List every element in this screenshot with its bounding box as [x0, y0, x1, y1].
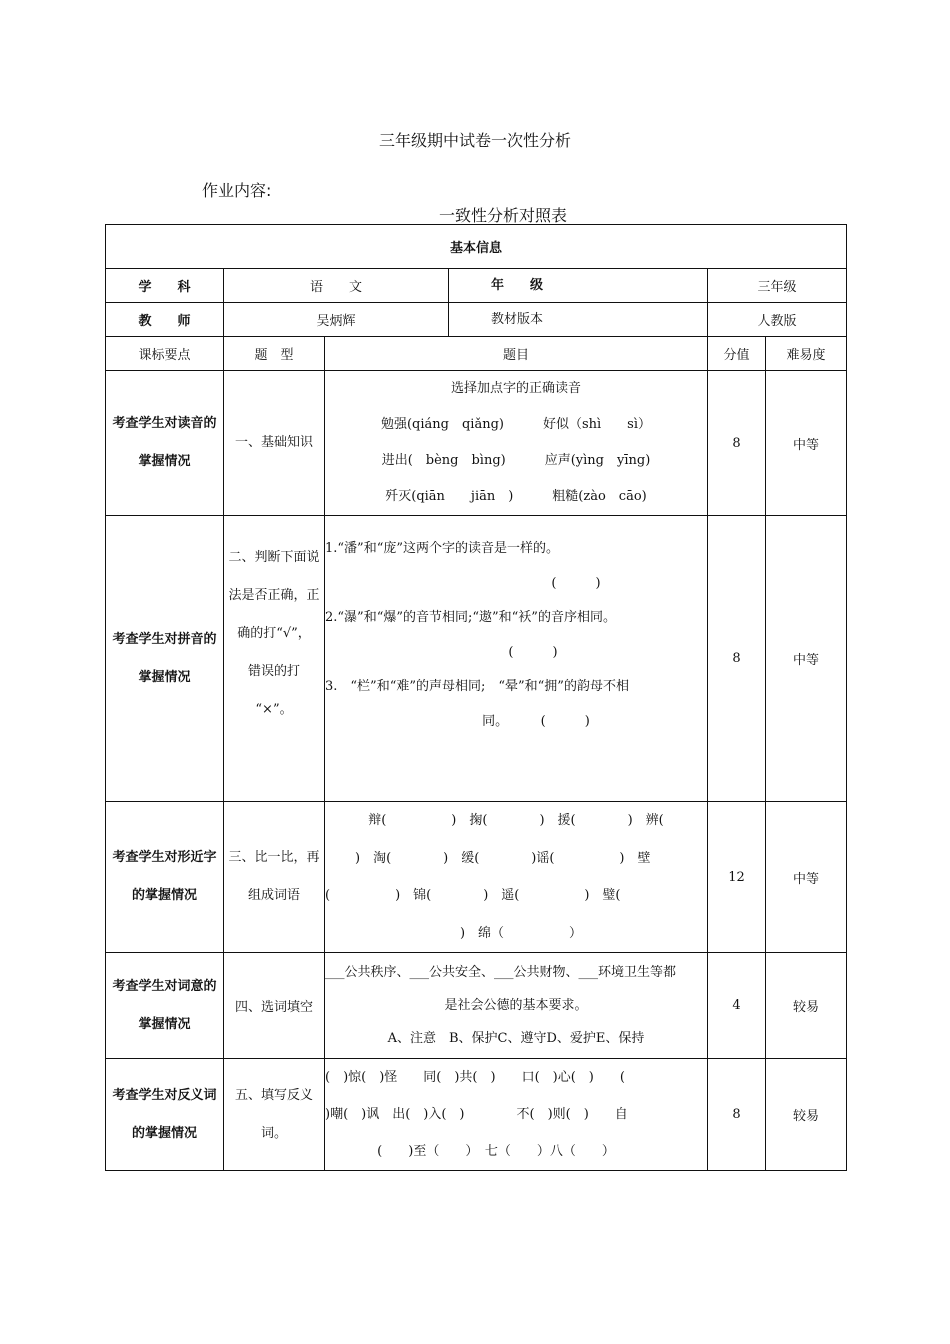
col-header-question: 题目	[325, 337, 708, 371]
grade-value: 三年级	[708, 269, 847, 303]
col-header-level: 难易度	[766, 337, 847, 371]
table-row	[106, 1059, 847, 1171]
teacher-edition-cell	[224, 303, 708, 337]
question-type: 二、判断下面说 法是否正确，正 确的打“√”， 错误的打 “×”。	[224, 516, 325, 802]
homework-label: 作业内容:	[202, 181, 272, 200]
col-header-score: 分值	[708, 337, 766, 371]
score: 8	[708, 371, 766, 516]
difficulty: 中等	[766, 516, 847, 802]
score: 8	[708, 516, 766, 802]
teacher-label: 教 师	[106, 303, 224, 337]
question-type: 一、基础知识	[224, 371, 325, 516]
standard-point: 考查学生对反义词 的掌握情况	[106, 1059, 224, 1171]
question-type: 五、填写反义 词。	[224, 1059, 325, 1171]
table-row	[106, 371, 847, 516]
question-content: ( )惊( )怪 同( )共( ) 口( )心( ) ( )嘲( )讽 出( )入( ) 不( )则( ) 自 ( )至（ ） 七（ ）八（ ）	[325, 1059, 708, 1171]
consistency-analysis-table	[105, 224, 847, 1171]
question-type: 三、比一比，再 组成词语	[224, 802, 325, 953]
score: 8	[708, 1059, 766, 1171]
subject-grade-cell	[224, 269, 708, 303]
edition-label: 教材版本	[448, 303, 585, 337]
score: 4	[708, 953, 766, 1059]
difficulty: 较易	[766, 953, 847, 1059]
document-title: 三年级期中试卷一次性分析	[378, 131, 571, 150]
subject-label: 学 科	[106, 269, 224, 303]
difficulty: 较易	[766, 1059, 847, 1171]
standard-point: 考查学生对读音的 掌握情况	[106, 371, 224, 516]
standard-point: 考查学生对拼音的 掌握情况	[106, 516, 224, 802]
standard-point: 考查学生对形近字 的掌握情况	[106, 802, 224, 953]
basic-info-header: 基本信息	[106, 225, 847, 269]
table-row	[106, 953, 847, 1059]
difficulty: 中等	[766, 371, 847, 516]
subject-value: 语 文	[309, 280, 362, 295]
question-content: 辩( ) 掬( ) 援( ) 辨( ) 淘( ) 缓( )谣( ) 壁 ( ) 锦( ) 遥( ) 璧( ) 绵（ ）	[325, 802, 708, 953]
table-row	[106, 802, 847, 953]
edition-value: 人教版	[708, 303, 847, 337]
col-header-type: 题 型	[224, 337, 325, 371]
difficulty: 中等	[766, 802, 847, 953]
question-content: ___公共秩序、___公共安全、___公共财物、___环境卫生等都 是社会公德的基本要求。 A、注意 B、保护C、遵守D、爱护E、保持	[325, 953, 708, 1059]
teacher-value: 吴炳辉	[316, 314, 356, 329]
question-type: 四、选词填空	[224, 953, 325, 1059]
table-title: 一致性分析对照表	[438, 206, 567, 225]
score: 12	[708, 802, 766, 953]
question-content: 1.“潘”和“庞”这两个字的读音是一样的。 ( ) 2.“瀑”和“爆”的音节相同;“遨”和“袄”的音序相同。 ( ) 3. “栏”和“难”的声母相同; “晕”和“拥”的韵母不相 同。 ( )	[325, 516, 708, 802]
question-content: 选择加点字的正确读音 勉强(qiáng qiǎng) 好似（shì sì） 进出( bèng bìng) 应声(yìng yīng) 歼灭(qiān jiān ) 粗糙(zào cāo)	[325, 371, 708, 516]
standard-point: 考查学生对词意的 掌握情况	[106, 953, 224, 1059]
col-header-point: 课标要点	[106, 337, 224, 371]
grade-label: 年 级	[448, 269, 585, 303]
table-row	[106, 516, 847, 802]
